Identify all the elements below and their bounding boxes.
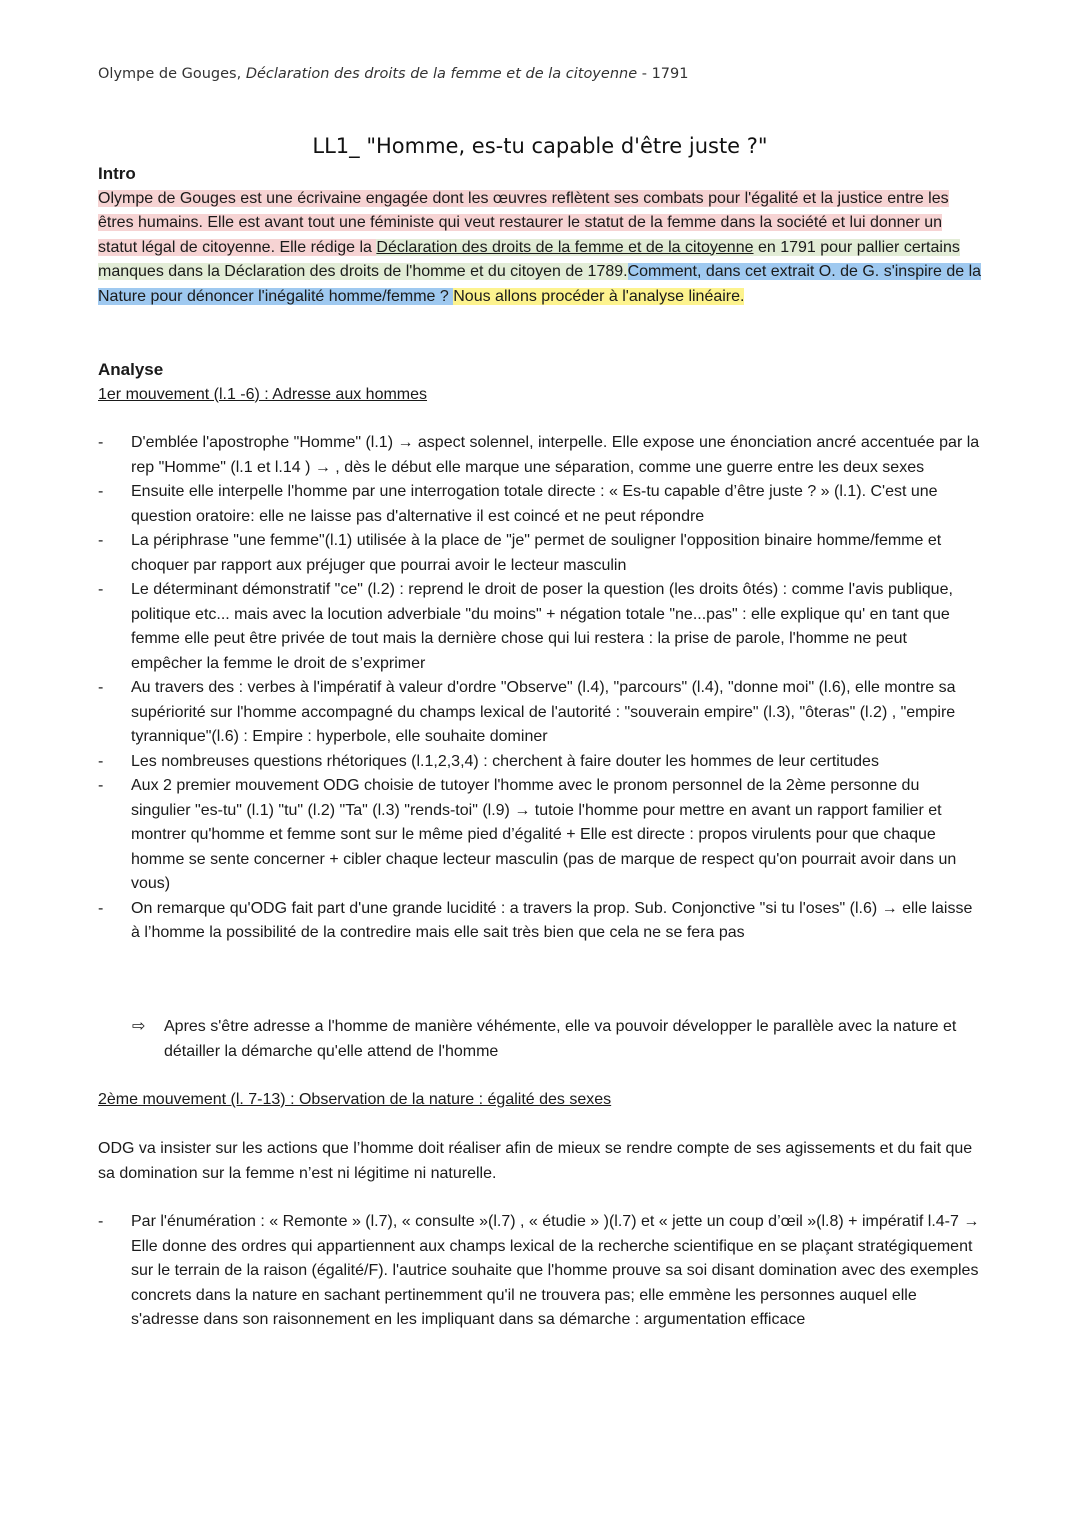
movement-2-list [98, 1210, 982, 1333]
intro-context-text: Olympe de Gouges est une écrivaine engagée dont les œuvres reflètent ses combats pour l'égalité et la justice entre les êtres humains. Elle est avant tout une féministe qui veut restaurer le statut de la femme dans la société et lui donner un statut légal de citoyenne. Elle rédige la [98, 189, 949, 256]
list-item: - La périphrase "une femme"(l.1) utilisée à la place de "je" permet de souligner l'opposition binaire homme/femme et choquer par rapport aux préjuger que pourrai avoir le lecteur masculin [98, 529, 982, 578]
list-item: - D'emblée l'apostrophe "Homme" (l.1) → aspect solennel, interpelle. Elle expose une énonciation ancré accentuée par la rep "Homme" (l.1 et l.14 ) → , dès le début elle marque une séparation, comme une guerre entre les deux sexes [98, 431, 982, 480]
movement-2-section [98, 1088, 982, 1113]
page-header [98, 66, 688, 82]
list-item: - Ensuite elle interpelle l'homme par une interrogation totale directe : « Es-tu capable d’être juste ? » (l.1). C'est une question oratoire: elle ne laisse pas d'alternative il est coincé et ne peut répondre [98, 480, 982, 529]
list-item: - On remarque qu'ODG fait part d'une grande lucidité : a travers la prop. Sub. Conjonctive "si tu l'oses" (l.6) → elle laisse à l’homme la possibilité de la contredire mais elle sait très bien que cela ne se fera pas [98, 897, 982, 946]
list-item: - Par l'énumération : « Remonte » (l.7), « consulte »(l.7) , « étudie » )(l.7) et « jette un coup d’œil »(l.8) + impératif l.4-7 → Elle donne des ordres qui appartiennent aux champs lexical de la recherche scientifique en se plaçant stratégiquement sur le terrain de la raison (égalité/F). l'autrice souhaite que l'homme prouve sa soi disant domination avec des exemples concrets dans la nature en sachant pertinemment qu'il ne trouvera pas; elle emmène les personnes auquel elle s'adresse dans son raisonnement en les impliquant dans sa démarche : argumentation efficace [98, 1210, 982, 1333]
movement-2-title: 2ème mouvement (l. 7-13) : Observation de la nature : égalité des sexes [98, 1091, 612, 1108]
intro-plan: Nous allons procéder à l'analyse linéaire. [453, 287, 745, 305]
intro-section [98, 162, 982, 309]
intro-context-text-2: en 1791 pour pallier certains manques dans la Déclaration des droits de l'homme et du citoyen de 1789. [98, 238, 960, 280]
movement-1-conclusion [98, 1015, 982, 1064]
list-item: - Le déterminant démonstratif "ce" (l.2) : reprend le droit de poser la question (les droits ôtés) : comme l'avis publique, politique etc... mais avec la locution adverbiale "du moins" + négation totale "ne...pas" : elle explique qu' en tant que femme elle peut être privée de tout mais la dernière chose qui lui restera : la prise de parole, l'homme ne peut empêcher la femme le droit de s’exprimer [98, 578, 982, 676]
intro-paragraph [98, 187, 982, 310]
movement-1-list-wrap [98, 431, 982, 946]
conclusion-text: Apres s'être adresse a l'homme de manière véhémente, elle va pouvoir développer le parallèle avec la nature et détailler la démarche qu'elle attend de l'homme [164, 1018, 957, 1060]
header-year: - 1791 [641, 66, 689, 82]
intro-work-title: Déclaration des droits de la femme et de la citoyenne [376, 238, 754, 256]
document-title: LL1_ "Homme, es-tu capable d'être juste ?" [312, 134, 768, 158]
list-item: - Au travers des : verbes à l'impératif à valeur d'ordre "Observe" (l.4), "parcours" (l.4), "donne moi" (l.6), elle montre sa supériorité sur l'homme accompagné du champs lexical de l'autorité : "souverain empire" (l.3), "ôteras" (l.2) , "empire tyrannique"(l.6) : Empire : hyperbole, elle souhaite dominer [98, 676, 982, 750]
header-work-title: Déclaration des droits de la femme et de la citoyenne [245, 66, 638, 82]
movement-2-intro: ODG va insister sur les actions que l’homme doit réaliser afin de mieux se rendre compte de ses agissements et du fait que sa domination sur la femme n’est ni légitime ni naturelle. [98, 1140, 973, 1182]
movement-1-list [98, 431, 982, 946]
arrow-right-icon: ⇨ [132, 1018, 146, 1035]
list-item: - Aux 2 premier mouvement ODG choisie de tutoyer l'homme avec le pronom personnel de la 2ème personne du singulier "es-tu" (l.1) "tu" (l.2) "Ta" (l.3) "rends-toi" (l.9) → tutoie l'homme pour mettre en avant un rapport familier et montrer qu'homme et femme sont sur le même pied d’égalité + Elle est directe : propos virulents pour que chaque homme se sente concerner + cibler chaque lecteur masculin (pas de marque de respect qu'on pourrait avoir dans un vous) [98, 774, 982, 897]
movement-1-title: 1er mouvement (l.1 -6) : Adresse aux hommes [98, 385, 428, 403]
intro-heading: Intro [98, 164, 136, 183]
movement-2-list-wrap [98, 1210, 982, 1333]
header-author: Olympe de Gouges, [98, 66, 242, 82]
analyse-heading: Analyse [98, 360, 164, 379]
analyse-section [98, 358, 982, 407]
list-item: - Les nombreuses questions rhétoriques (l.1,2,3,4) : cherchent à faire douter les hommes de leur certitudes [98, 750, 982, 775]
intro-problematique: Comment, dans cet extrait O. de G. s'inspire de la Nature pour dénoncer l'inégalité homme/femme ? [98, 263, 982, 305]
